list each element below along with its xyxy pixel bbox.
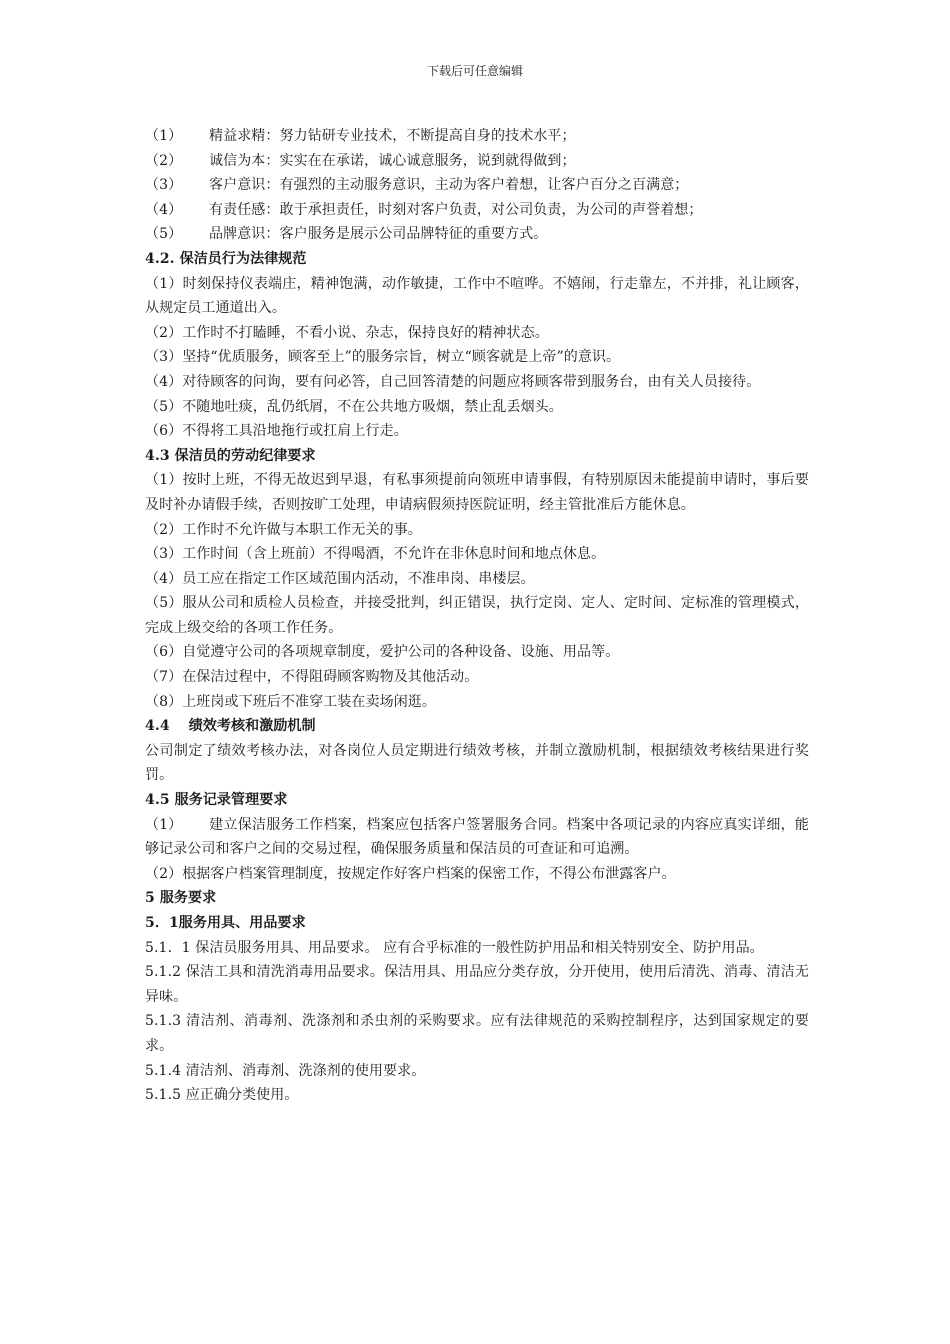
section-heading-4-4: 4.4 绩效考核和激励机制 — [145, 718, 316, 735]
list-item-4-2-1: （1）时刻保持仪表端庄，精神饱满，动作敏捷，工作中不喧哗。不嬉闹，行走靠左，不并排，礼让顾客，从规定员工通道出入。 — [145, 275, 809, 317]
list-item-4-3-2: （2）工作时不允许做与本职工作无关的事。 — [145, 521, 422, 538]
list-item-4-3-5: （5）服从公司和质检人员检查，并接受批判，纠正错误，执行定岗、定人、定时间、定标准的管理模式，完成上级交给的各项工作任务。 — [145, 595, 809, 636]
section-heading-5-1: 5．1服务用具、用品要求 — [145, 915, 306, 931]
item-text: 品牌意识：客户服务是展示公司品牌特征的重要方式。 — [209, 226, 548, 243]
list-item-4-3-8: （8）上班岗或下班后不准穿工装在卖场闲逛。 — [145, 693, 437, 710]
list-item-5-1-1: 5.1．1 保洁员服务用具、用品要求。 应有合乎标准的一般性防护用品和相关特别安全、防护用品。 — [145, 939, 764, 956]
list-item-4-1-2 — [145, 149, 809, 174]
list-item-4-2-3: （3）坚持“优质服务，顾客至上”的服务宗旨，树立“顾客就是上帝”的意识。 — [145, 349, 621, 366]
item-text: 有责任感：敢于承担责任，时刻对客户负责，对公司负责，为公司的声誉着想； — [209, 201, 703, 218]
item-text: 建立保洁服务工作档案，档案应包括客户签署服务合同。档案中各项记录的内容应真实详细，能够记录公司和客户之间的交易过程，确保服务质量和保洁员的可查证和可追溯。 — [145, 816, 809, 858]
item-number: （3） — [145, 177, 183, 194]
list-item-4-2-2: （2）工作时不打瞌睡，不看小说、杂志，保持良好的精神状态。 — [145, 324, 549, 341]
list-item-4-3-7: （7）在保洁过程中，不得阻碍顾客购物及其他活动。 — [145, 669, 479, 686]
list-item-4-3-3: （3）工作时间（含上班前）不得喝酒，不允许在非休息时间和地点休息。 — [145, 546, 606, 563]
list-item-4-3-1: （1）按时上班，不得无故迟到早退，有私事须提前向领班申请事假，有特别原因未能提前申请时，事后要及时补办请假手续，否则按旷工处理，申请病假须持医院证明，经主管批准后方能休息。 — [145, 472, 809, 513]
section-heading-4-3: 4.3 保洁员的劳动纪律要求 — [145, 447, 316, 464]
list-item-4-1-4 — [145, 198, 809, 223]
list-item-5-1-4: 5.1.4 清洁剂、消毒剂、洗涤剂的使用要求。 — [145, 1062, 426, 1079]
page-header: 下载后可任意编辑 — [426, 64, 523, 78]
item-number: （5） — [145, 226, 183, 243]
item-text: 客户意识：有强烈的主动服务意识，主动为客户着想，让客户百分之百满意； — [209, 177, 689, 194]
list-item-4-5-1 — [145, 813, 809, 862]
list-item-5-1-3: 5.1.3 清洁剂、消毒剂、洗涤剂和杀虫剂的采购要求。应有法律规范的采购控制程序，达到国家规定的要求。 — [145, 1013, 809, 1054]
list-item-4-1-1 — [145, 124, 809, 149]
section-heading-4-5: 4.5 服务记录管理要求 — [145, 792, 288, 809]
list-item-4-2-4: （4）对待顾客的问询，要有问必答，自己回答清楚的问题应将顾客带到服务台，由有关人员接待。 — [145, 373, 761, 390]
list-item-4-5-2: （2）根据客户档案管理制度，按规定作好客户档案的保密工作，不得公布泄露客户。 — [145, 865, 676, 882]
section-heading-4-2: 4.2. 保洁员行为法律规范 — [145, 250, 307, 267]
section-heading-5: 5 服务要求 — [145, 890, 217, 907]
document-body — [145, 124, 809, 1108]
list-item-4-2-5: （5）不随地吐痰，乱仍纸屑，不在公共地方吸烟，禁止乱丢烟头。 — [145, 398, 563, 415]
item-text: 诚信为本：实实在在承诺，诚心诚意服务，说到就得做到； — [209, 152, 576, 169]
item-text: 精益求精：努力钻研专业技术，不断提高自身的技术水平； — [209, 128, 576, 144]
list-item-4-2-6: （6）不得将工具沿地拖行或扛肩上行走。 — [145, 423, 408, 440]
item-number: （4） — [145, 201, 183, 218]
item-number: （1） — [145, 128, 183, 144]
list-item-4-1-3 — [145, 173, 809, 198]
list-item-5-1-2: 5.1.2 保洁工具和清洗消毒用品要求。保洁用具、用品应分类存放，分开使用，使用后清洗、消毒、清洁无异味。 — [145, 964, 809, 1005]
list-item-4-1-5 — [145, 222, 809, 247]
list-item-4-3-4: （4）员工应在指定工作区域范围内活动，不准串岗、串楼层。 — [145, 570, 535, 587]
list-item-5-1-5: 5.1.5 应正确分类使用。 — [145, 1087, 299, 1104]
list-item-4-3-6: （6）自觉遵守公司的各项规章制度，爱护公司的各种设备、设施、用品等。 — [145, 644, 620, 661]
item-number: （2） — [145, 152, 183, 169]
paragraph-4-4: 公司制定了绩效考核办法，对各岗位人员定期进行绩效考核，并制立激励机制，根据绩效考核结果进行奖罚。 — [145, 742, 809, 784]
item-number: （1） — [145, 816, 183, 833]
